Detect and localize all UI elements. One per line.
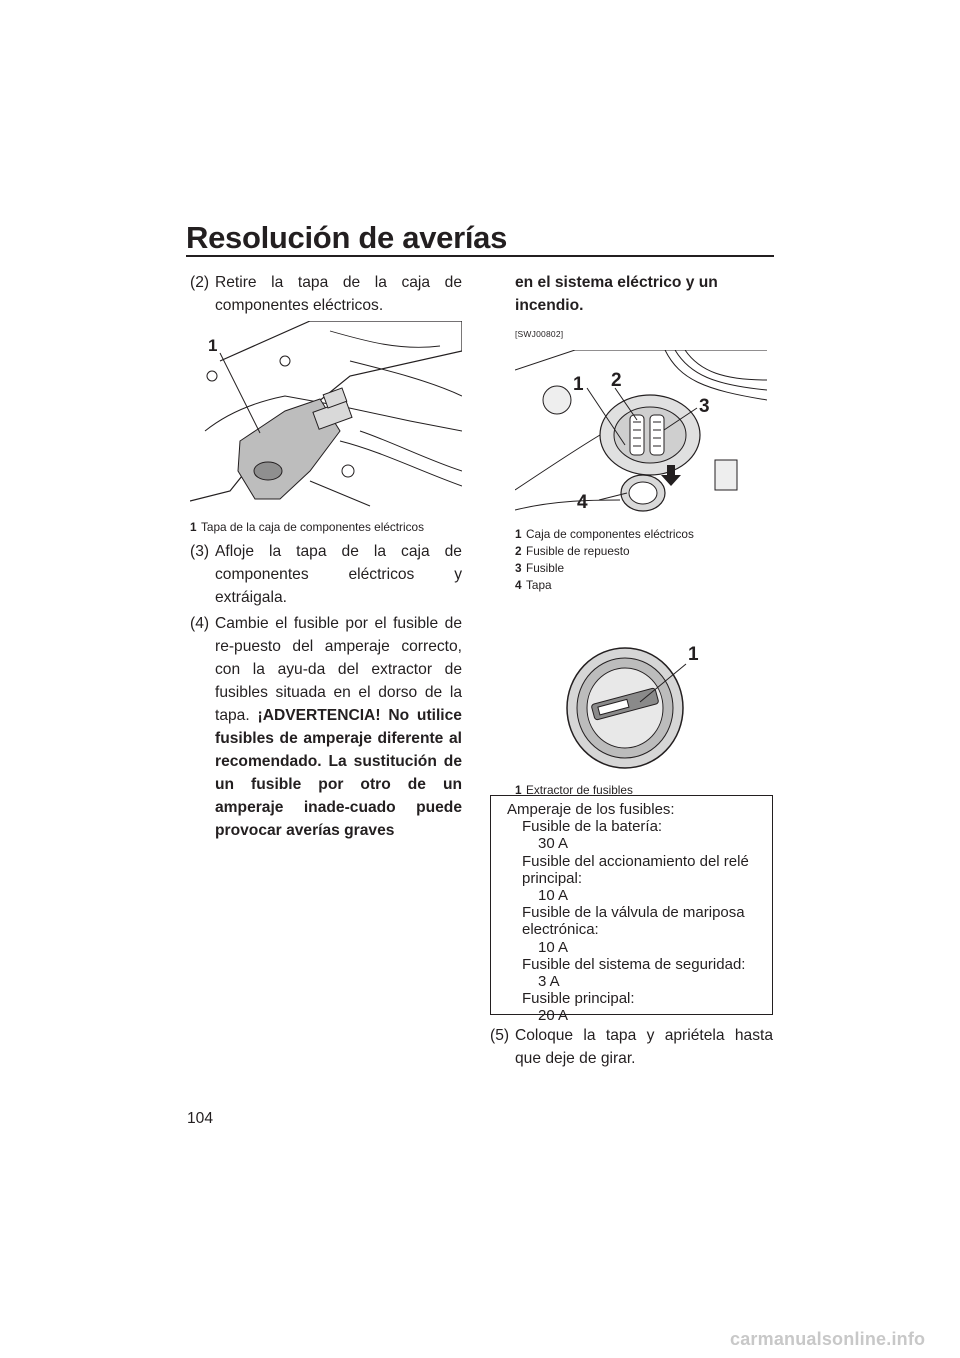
step-number: (4) bbox=[190, 615, 210, 632]
step-text: Afloje la tapa de la caja de componentes eléctricos y extráigala. bbox=[215, 543, 462, 606]
step-text: Cambie el fusible por el fusible de re-puesto del amperaje correcto, con la ayu-da del extractor de fusibles situada en el dorso de la tapa. bbox=[215, 615, 462, 724]
figure-caption bbox=[490, 526, 775, 543]
callout-3: 3 bbox=[699, 396, 710, 417]
callout-2: 2 bbox=[611, 370, 622, 391]
fuse-line: Fusible de la válvula de mariposa bbox=[522, 904, 745, 922]
figure-callout: 1 bbox=[208, 336, 218, 355]
watermark: carmanualsonline.info bbox=[730, 1329, 926, 1349]
step-number: (5) bbox=[490, 1027, 510, 1044]
step-4 bbox=[190, 612, 462, 842]
fuse-line: Fusible de la batería: bbox=[522, 818, 663, 836]
fuse-box-captions bbox=[490, 526, 775, 594]
figure-callout: 1 bbox=[688, 644, 699, 665]
fuse-line: 10 A bbox=[538, 938, 569, 956]
step-text: Coloque la tapa y apriétela hasta que deje de girar. bbox=[515, 1027, 773, 1067]
step-2 bbox=[190, 271, 462, 317]
title-rule bbox=[186, 255, 774, 257]
fuse-extractor-figure bbox=[560, 638, 760, 778]
figure-caption bbox=[490, 560, 775, 577]
fuse-line: principal: bbox=[522, 869, 583, 887]
caption-number: 3 bbox=[515, 561, 522, 575]
caption-text: Fusible de repuesto bbox=[526, 544, 630, 558]
fuse-amperage-box bbox=[490, 795, 773, 1025]
step-3 bbox=[190, 540, 462, 609]
fuse-line: electrónica: bbox=[522, 921, 599, 939]
warning-continuation: en el sistema eléctrico y un incendio. bbox=[515, 274, 718, 314]
caption-text: Tapa de la caja de componentes eléctricos bbox=[201, 520, 424, 534]
fuse-line: 10 A bbox=[538, 887, 569, 905]
caption-number: 1 bbox=[190, 520, 197, 534]
fuse-line: Fusible del accionamiento del relé bbox=[522, 852, 749, 870]
caption-text: Tapa bbox=[526, 578, 552, 592]
callout-4: 4 bbox=[577, 492, 588, 513]
caption-text: Caja de componentes eléctricos bbox=[526, 527, 694, 541]
warning-text: ¡ADVERTENCIA! No utilice fusibles de amperaje diferente al recomendado. La sustitución de un fusible por otro de un amperaje inade-cuado puede provocar averías graves bbox=[215, 707, 462, 839]
caption-number: 1 bbox=[515, 527, 522, 541]
figure-caption bbox=[190, 519, 462, 536]
step-number: (2) bbox=[190, 274, 210, 291]
step-5 bbox=[490, 1024, 773, 1070]
callout-1: 1 bbox=[573, 374, 584, 395]
page-number: 104 bbox=[187, 1110, 214, 1127]
caption-number: 1 bbox=[515, 783, 522, 797]
caption-text: Extractor de fusibles bbox=[526, 783, 633, 797]
right-column bbox=[490, 271, 775, 799]
fuse-box-figure bbox=[515, 350, 767, 520]
warning-code: [SWJ00802] bbox=[515, 329, 564, 339]
step-number: (3) bbox=[190, 543, 210, 560]
caption-number: 4 bbox=[515, 578, 522, 592]
fuse-line: 3 A bbox=[538, 973, 560, 991]
caption-number: 2 bbox=[515, 544, 522, 558]
fuse-lines bbox=[507, 818, 772, 1024]
left-column bbox=[190, 271, 462, 842]
step-text: Retire la tapa de la caja de componentes eléctricos. bbox=[215, 274, 462, 314]
fuse-line: 30 A bbox=[538, 835, 569, 853]
page-title: Resolución de averías bbox=[186, 220, 508, 255]
electrical-box-cover-figure bbox=[190, 321, 462, 511]
fuse-line: Fusible principal: bbox=[522, 990, 635, 1008]
fuse-line: 20 A bbox=[538, 1007, 569, 1025]
figure-caption bbox=[490, 577, 775, 594]
caption-text: Fusible bbox=[526, 561, 565, 575]
fuse-box-heading: Amperaje de los fusibles: bbox=[507, 801, 675, 818]
figure-caption bbox=[490, 543, 775, 560]
fuse-line: Fusible del sistema de seguridad: bbox=[522, 955, 746, 973]
